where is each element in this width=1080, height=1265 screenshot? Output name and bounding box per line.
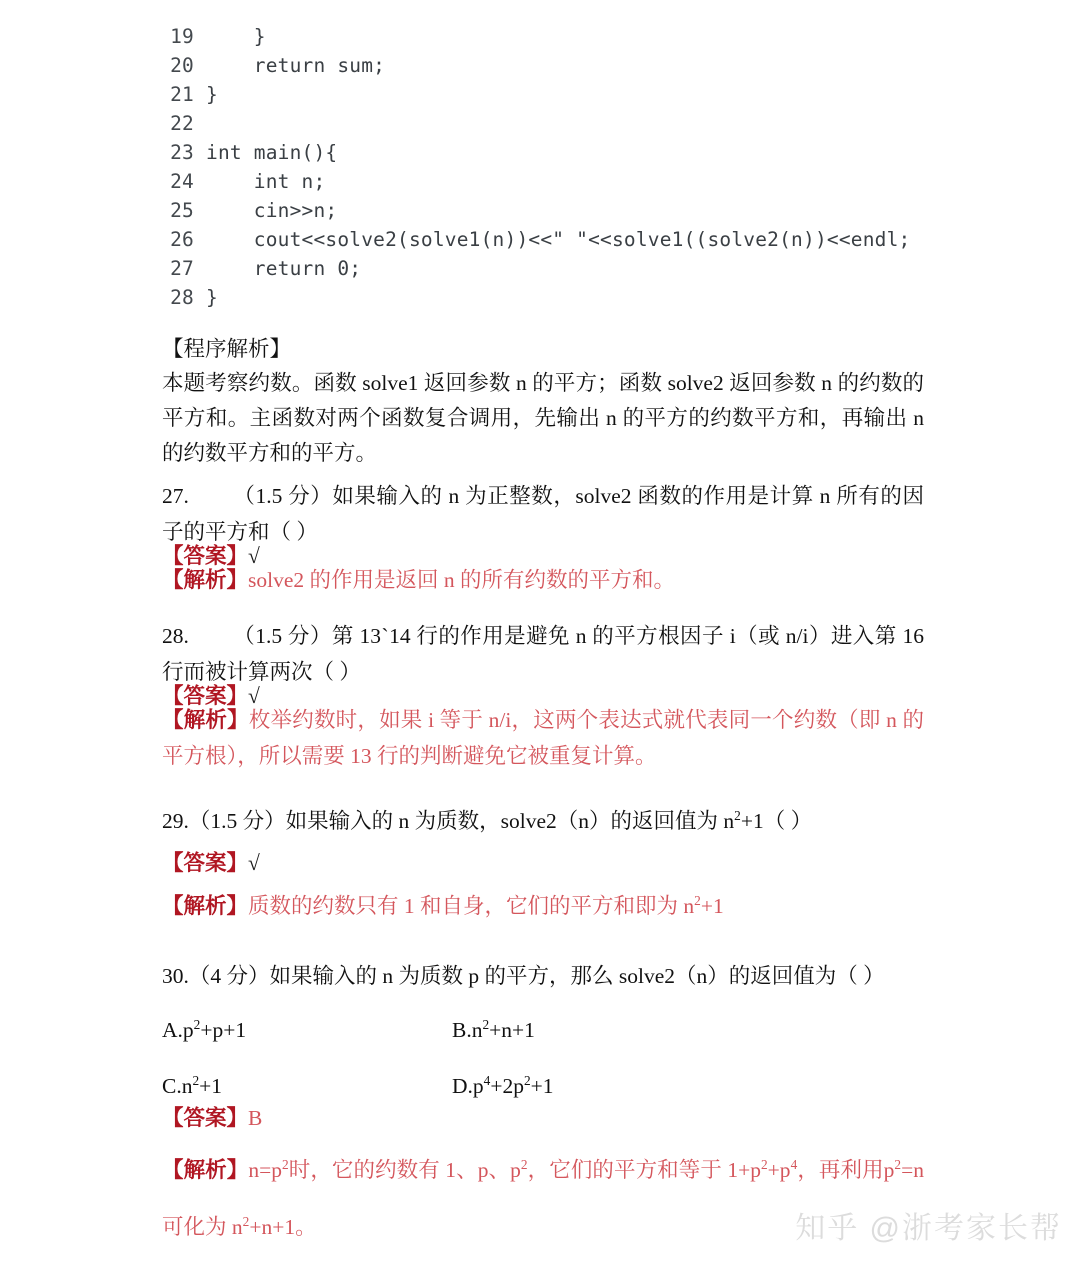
- explain-label: 【解析】: [162, 894, 249, 918]
- program-analysis-body: 本题考察约数。函数 solve1 返回参数 n 的平方；函数 solve2 返回参数 n 的约数的平方和。主函数对两个函数复合调用，先输出 n 的平方的约数平方和，再输出 n 的约数平方和的平方。: [162, 371, 924, 465]
- q30-exp-s2: 2: [520, 1156, 528, 1172]
- option-c-key: C.: [162, 1074, 182, 1098]
- question-30-number: 30.: [162, 964, 189, 988]
- code-line-number: 27: [170, 257, 194, 280]
- option-d-tail-1: +2p: [490, 1074, 524, 1098]
- code-line-text: }: [206, 25, 266, 48]
- code-line-number: 23: [170, 141, 194, 164]
- question-29-explanation-exponent: 2: [694, 892, 701, 908]
- option-a-exponent: 2: [193, 1016, 201, 1032]
- q30-exp-p5: ，再利用: [797, 1158, 884, 1182]
- question-27-score: （1.5 分）: [232, 484, 333, 508]
- option-b-key: B.: [452, 1018, 472, 1042]
- watermark: 知乎 @浙考家长帮: [795, 1212, 1062, 1245]
- code-line: [160, 80, 940, 109]
- question-29-answer-row: [162, 845, 924, 881]
- option-d-tail-2: +1: [530, 1074, 554, 1098]
- program-analysis-section: [162, 332, 924, 471]
- question-29-stem: [162, 803, 924, 839]
- question-28-score: （1.5 分）: [232, 624, 332, 648]
- code-line-number: 21: [170, 83, 194, 106]
- question-30-score: （4 分）: [188, 964, 270, 988]
- code-line-text: return sum;: [206, 54, 386, 77]
- q30-exp-p6: p: [883, 1158, 895, 1182]
- q30-exp-s6: 2: [242, 1213, 250, 1229]
- option-row-1: [162, 1002, 924, 1058]
- question-28-explanation-text: 枚举约数时，如果 i 等于 n/i，这两个表达式就代表同一个约数（即 n 的平方根），所以需要 13 行的判断避免它被重复计算。: [162, 708, 924, 768]
- question-30-text: 如果输入的 n 为质数 p 的平方，那么 solve2（n）的返回值为（ ）: [269, 964, 885, 988]
- explain-label: 【解析】: [162, 1158, 249, 1182]
- question-27-answer-value: √: [248, 544, 260, 568]
- code-line: [160, 225, 940, 254]
- code-line: [160, 51, 940, 80]
- question-27-text: 如果输入的 n 为正整数，solve2 函数的作用是计算 n 所有的因子的平方和（ ）: [162, 484, 924, 544]
- code-line: [160, 196, 940, 225]
- option-b[interactable]: [452, 1002, 924, 1058]
- question-27-number: 27.: [162, 484, 189, 508]
- question-27-explanation-row: [162, 562, 924, 598]
- code-line: [160, 138, 940, 167]
- option-b-base: n: [471, 1018, 483, 1042]
- question-29-explanation-pre: 质数的约数只有 1 和自身，它们的平方和即为 n: [248, 894, 695, 918]
- question-30-answer-value: B: [248, 1106, 263, 1130]
- q30-exp-s4: 4: [790, 1156, 798, 1172]
- question-29-text-post: +1（ ）: [740, 809, 813, 833]
- code-line-text: }: [206, 286, 218, 309]
- q30-exp-p4: +p: [767, 1158, 791, 1182]
- option-d-base: p: [472, 1074, 484, 1098]
- q30-exp-p7: =n 可化为 n: [162, 1158, 946, 1239]
- code-line-number: 22: [170, 112, 194, 135]
- code-line-text: int n;: [206, 170, 326, 193]
- option-c-tail: +1: [199, 1074, 223, 1098]
- code-line-text: cin>>n;: [206, 199, 338, 222]
- question-28-text: 第 13ˋ14 行的作用是避免 n 的平方根因子 i（或 n/i）进入第 16 行而被计算两次（ ）: [162, 624, 924, 684]
- question-30-options: [162, 1002, 924, 1114]
- explain-label: 【解析】: [162, 708, 249, 732]
- option-d-key: D.: [452, 1074, 473, 1098]
- question-29-explanation-post: +1: [700, 894, 724, 918]
- option-d-exponent-1: 4: [483, 1072, 491, 1088]
- q30-exp-s5: 2: [894, 1156, 902, 1172]
- code-line: [160, 109, 940, 138]
- code-line-number: 28: [170, 286, 194, 309]
- option-b-exponent: 2: [482, 1016, 490, 1032]
- explain-label: 【解析】: [162, 568, 249, 592]
- program-analysis-title: 【程序解析】: [162, 337, 292, 361]
- q30-exp-p2: 时，它的约数有 1、p、p: [288, 1158, 521, 1182]
- question-29-score: （1.5 分）: [188, 809, 286, 833]
- code-line-text: int main(){: [206, 141, 338, 164]
- q30-exp-s1: 2: [281, 1156, 289, 1172]
- code-line-text: }: [206, 83, 218, 106]
- q30-exp-s3: 2: [761, 1156, 768, 1172]
- code-line-number: 26: [170, 228, 194, 251]
- question-29-number: 29.: [162, 809, 189, 833]
- answer-label: 【答案】: [162, 684, 249, 708]
- option-d-exponent-2: 2: [523, 1072, 531, 1088]
- code-line: [160, 254, 940, 283]
- code-line-number: 25: [170, 199, 194, 222]
- question-28-number: 28.: [162, 624, 189, 648]
- answer-label: 【答案】: [162, 1106, 249, 1130]
- question-27-explanation-text: solve2 的作用是返回 n 的所有约数的平方和。: [248, 568, 676, 592]
- code-line-text: cout<<solve2(solve1(n))<<" "<<solve1((solve2(n))<<endl;: [206, 228, 911, 251]
- option-a-tail: +p+1: [200, 1018, 247, 1042]
- option-a[interactable]: [162, 1002, 452, 1058]
- code-line-text: return 0;: [206, 257, 362, 280]
- question-28-answer-value: √: [248, 684, 260, 708]
- option-a-key: A.: [162, 1018, 183, 1042]
- option-c-exponent: 2: [192, 1072, 200, 1088]
- option-c-base: n: [181, 1074, 193, 1098]
- option-b-tail: +n+1: [489, 1018, 535, 1042]
- code-line: [160, 167, 940, 196]
- code-line: [160, 283, 940, 312]
- q30-exp-p8: +n+1。: [249, 1215, 317, 1239]
- answer-label: 【答案】: [162, 544, 249, 568]
- answer-label: 【答案】: [162, 851, 249, 875]
- question-30-stem: [162, 958, 924, 994]
- question-28-explanation-row: [162, 702, 924, 774]
- question-30-answer-row: [162, 1100, 924, 1136]
- option-a-base: p: [182, 1018, 194, 1042]
- code-line: [160, 22, 940, 51]
- code-line-number: 20: [170, 54, 194, 77]
- question-29-explanation-row: [162, 888, 924, 924]
- question-29-text-pre: 如果输入的 n 为质数，solve2（n）的返回值为 n: [285, 809, 735, 833]
- question-29-answer-value: √: [248, 851, 260, 875]
- q30-exp-p1: n=p: [248, 1158, 282, 1182]
- code-block: [160, 22, 940, 312]
- code-line-number: 24: [170, 170, 194, 193]
- question-29-exponent: 2: [734, 807, 741, 823]
- q30-exp-p3: ，它们的平方和等于 1+p: [527, 1158, 761, 1182]
- code-line-number: 19: [170, 25, 194, 48]
